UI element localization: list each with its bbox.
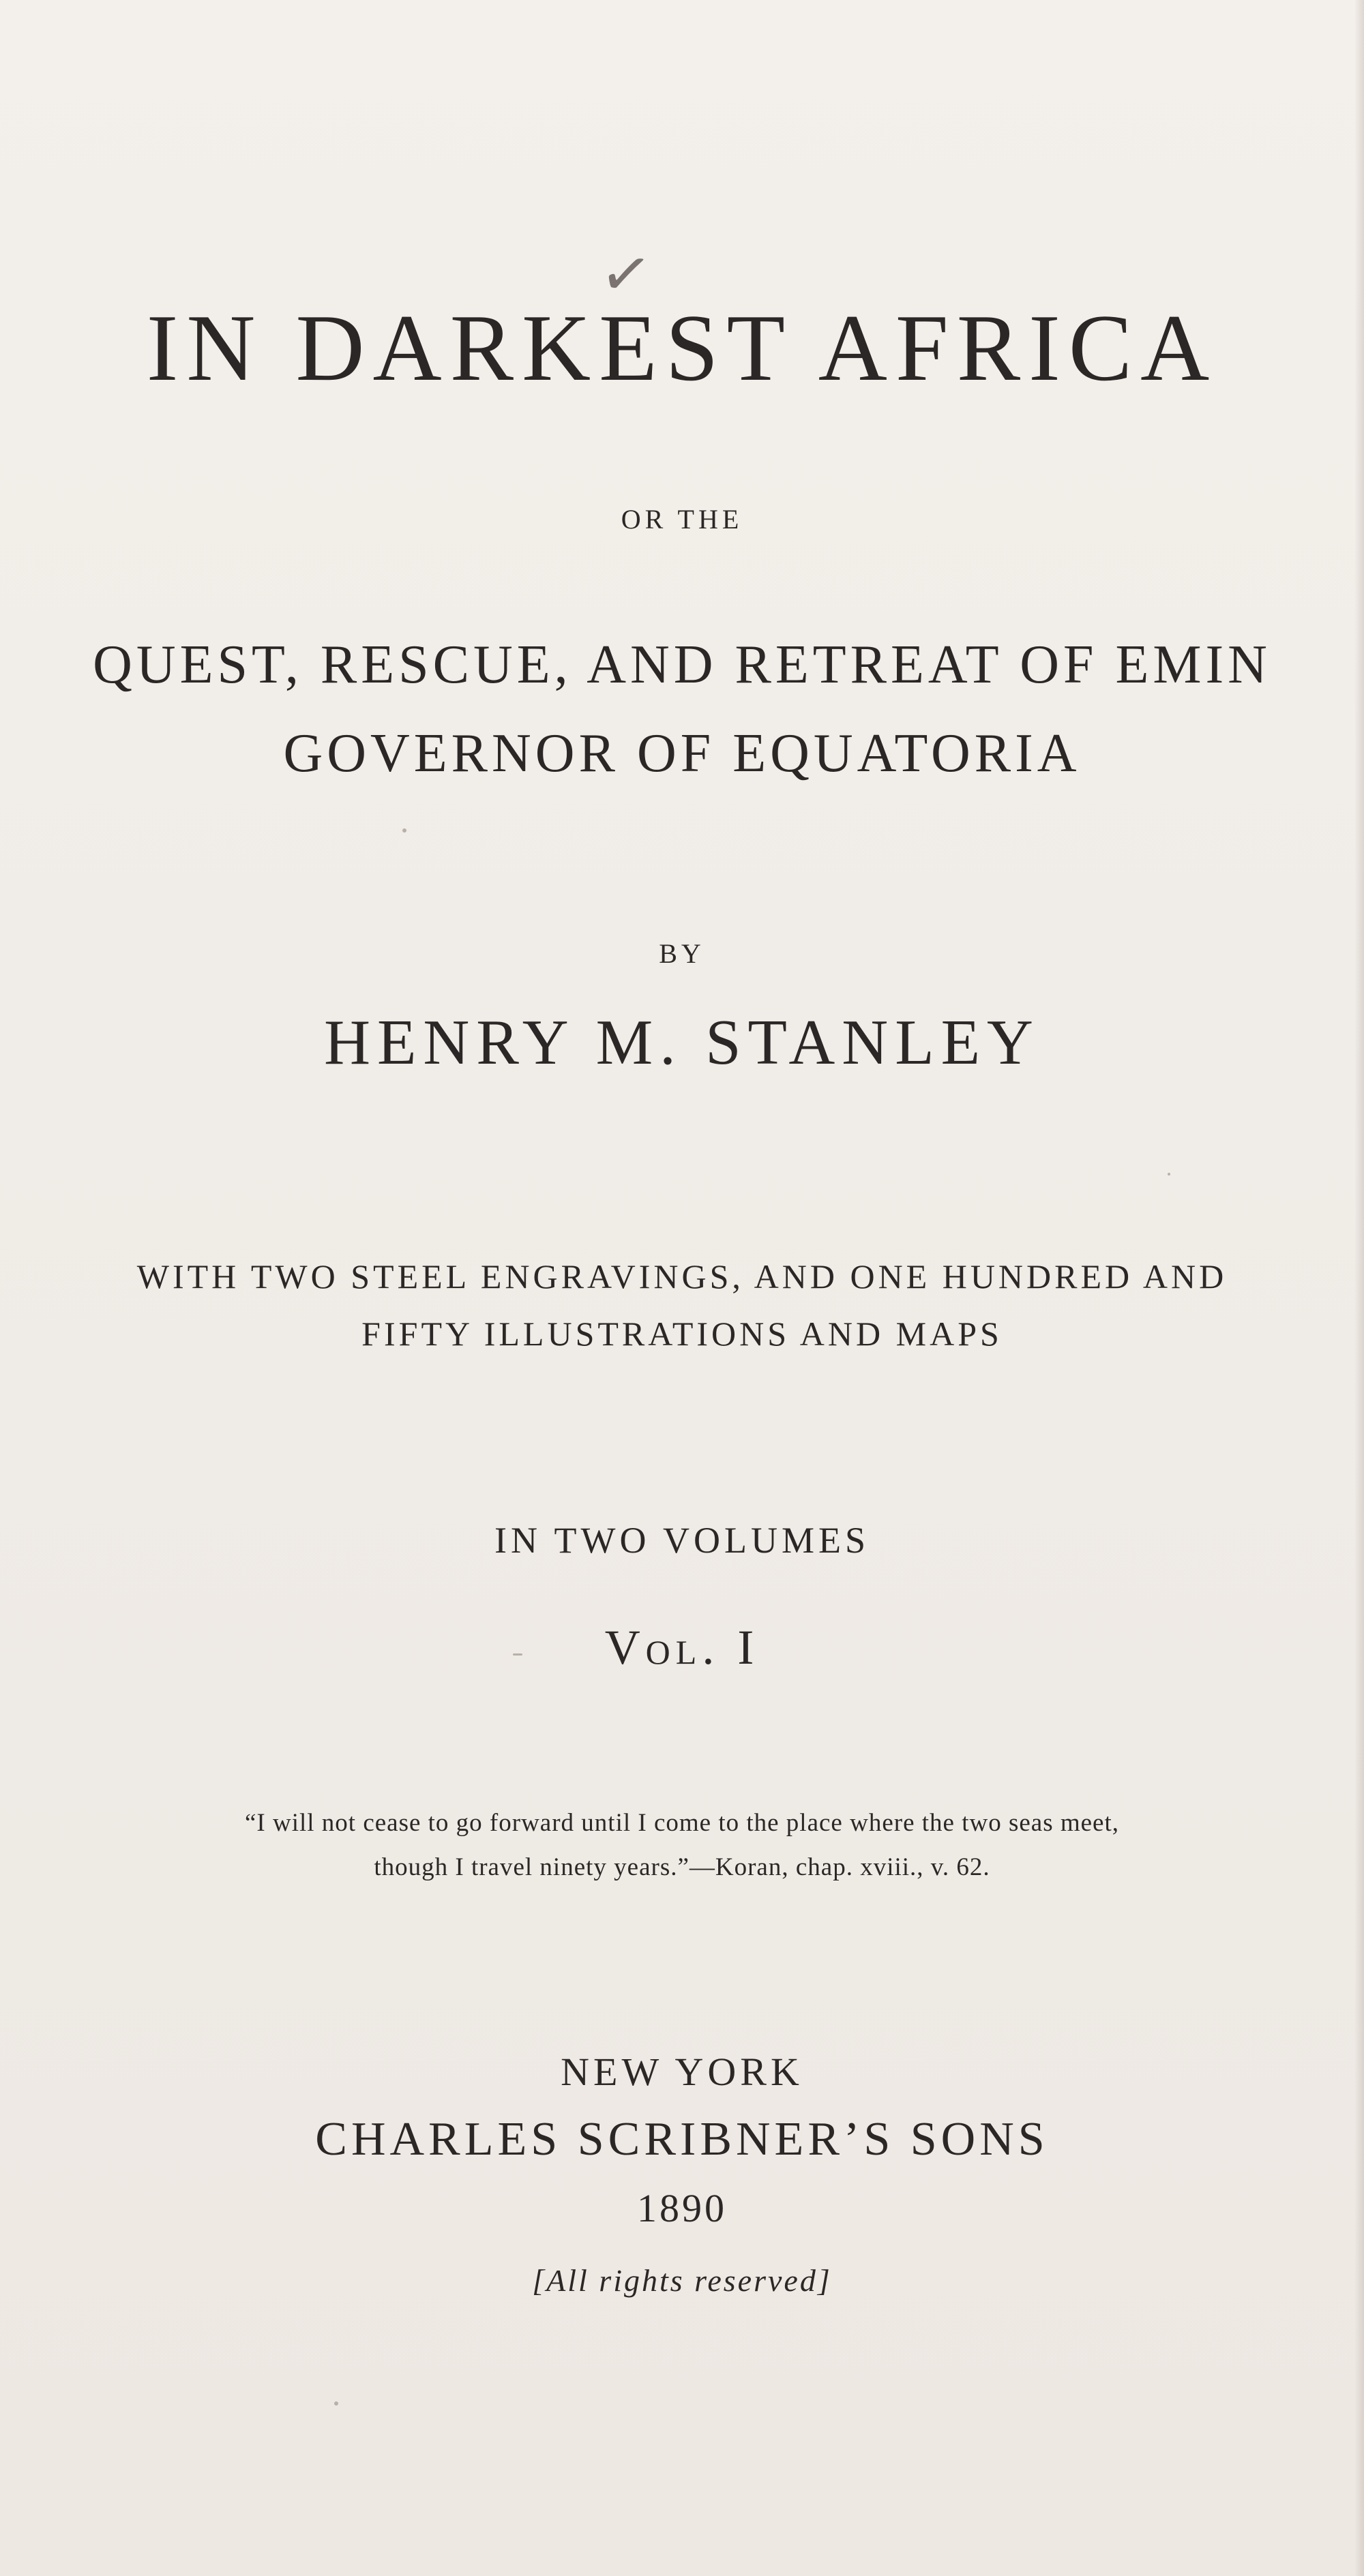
author-name: HENRY M. STANLEY: [324, 1007, 1040, 1078]
illustrations-line-1: WITH TWO STEEL ENGRAVINGS, AND ONE HUNDRED AND: [136, 1257, 1228, 1296]
epigraph-line-1: “I will not cease to go forward until I come to the place where the two seas meet,: [244, 1809, 1119, 1837]
epigraph-line-2: though I travel ninety years.”—Koran, chap. xviii., v. 62.: [374, 1853, 990, 1881]
paper-speck: [513, 1653, 522, 1656]
by-label: BY: [659, 938, 705, 969]
book-title: IN DARKEST AFRICA: [146, 295, 1218, 401]
check-mark-annotation: ✓: [595, 235, 657, 314]
publisher-name: CHARLES SCRIBNER’S SONS: [315, 2113, 1049, 2166]
rights-notice: [All rights reserved]: [532, 2263, 832, 2298]
publication-year: 1890: [637, 2186, 727, 2230]
paper-speck: [402, 828, 406, 833]
publication-place: NEW YORK: [561, 2050, 803, 2094]
paper-speck: [1168, 1173, 1170, 1175]
subtitle-line-1: QUEST, RESCUE, AND RETREAT OF EMIN: [93, 635, 1271, 695]
or-the-label: OR THE: [621, 504, 743, 535]
volumes-note: IN TWO VOLUMES: [494, 1520, 870, 1561]
volume-label: Vol. I: [604, 1620, 760, 1675]
volume-number: [0, 1619, 1364, 1676]
illustrations-line-2: FIFTY ILLUSTRATIONS AND MAPS: [361, 1315, 1003, 1353]
subtitle-line-2: GOVERNOR OF EQUATORIA: [283, 723, 1081, 783]
paper-speck: [334, 2401, 338, 2406]
